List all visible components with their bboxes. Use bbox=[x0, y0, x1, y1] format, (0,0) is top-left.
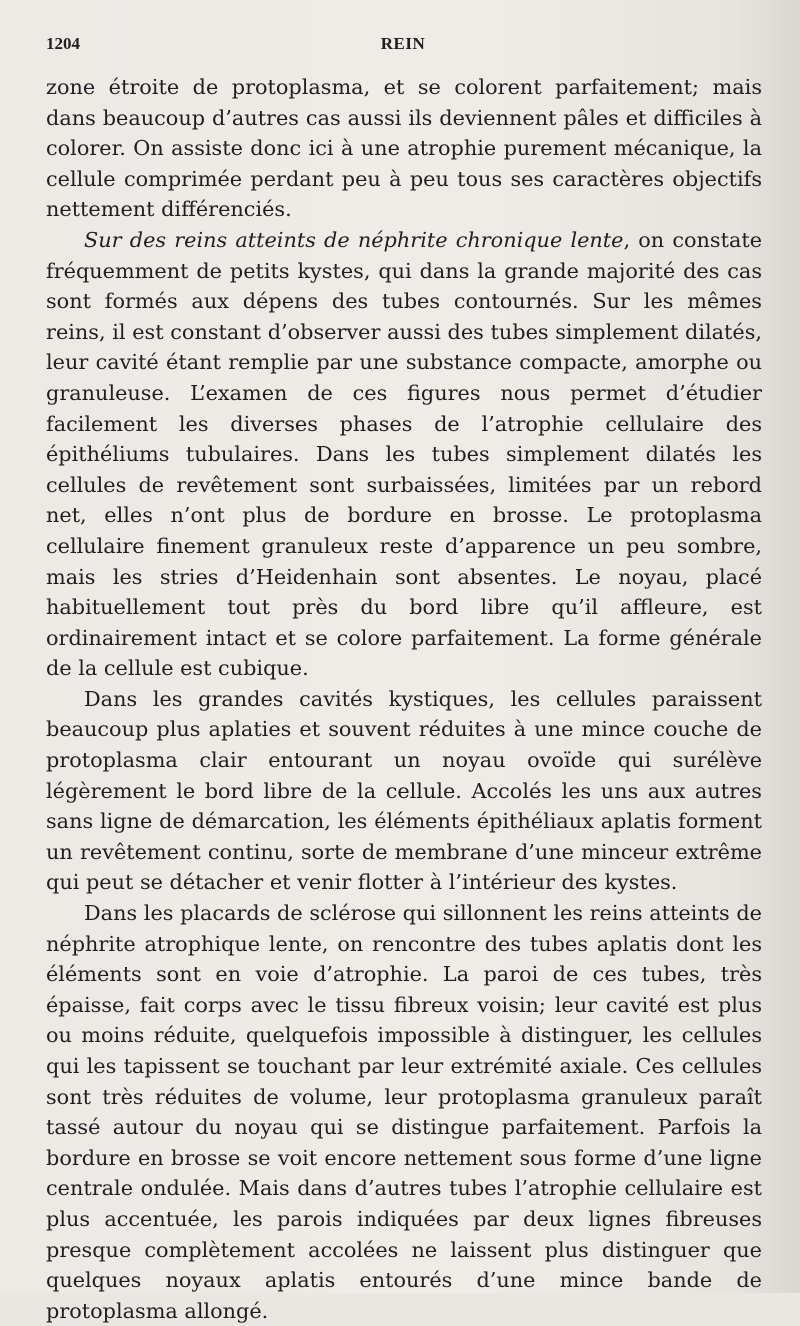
paragraph-text: Dans les grandes cavités kystiques, les cellules paraissent beaucoup plus aplaties et souvent réduites à une mince couche de protoplasma clair entourant un noyau ovoïde qui surélève légèrement le bord libre de la cellule. Accolés les uns aux autres sans ligne de démarcation, les éléments épithéliaux aplatis forment un revêtement continu, sorte de membrane d’une minceur extrême qui peut se détacher et venir flotter à l’intérieur des kystes. bbox=[46, 686, 762, 895]
paragraph-text: Dans les placards de sclérose qui sillonnent les reins atteints de néphrite atrophique lente, on rencontre des tubes aplatis dont les éléments sont en voie d’atrophie. La paroi de ces tubes, très épaisse, fait corps avec le tissu fibreux voisin; leur cavité est plus ou moins réduite, quelquefois impossible à distinguer, les cellules qui les tapissent se touchant par leur extrémité axiale. Ces cellules sont très réduites de volume, leur protoplasma granuleux paraît tassé autour du noyau qui se distingue parfaitement. Parfois la bordure en brosse se voit encore nettement sous forme d’une ligne centrale ondulée. Mais dans d’autres tubes l’atrophie cellulaire est plus accentuée, les parois indiquées par deux lignes fibreuses presque complètement accolées ne laissent plus distinguer que quelques noyaux aplatis entourés d’une mince bande de protoplasma allongé. bbox=[46, 901, 762, 1323]
running-head bbox=[46, 34, 760, 58]
paragraph-4 bbox=[46, 898, 762, 1326]
paragraph-3 bbox=[46, 684, 762, 898]
running-title: REIN bbox=[380, 34, 426, 53]
paragraph-1 bbox=[46, 72, 762, 225]
body-text bbox=[46, 72, 762, 1326]
paragraph-2 bbox=[46, 225, 762, 684]
paragraph-text: zone étroite de protoplasma, et se colorent parfaitement; mais dans beaucoup d’autres cas aussi ils deviennent pâles et difficiles à colorer. On assiste donc ici à une atrophie purement mécanique, la cellule comprimée perdant peu à peu tous ses caractères objectifs nettement différenciés. bbox=[46, 75, 762, 222]
paragraph-text: , on constate fréquemment de petits kystes, qui dans la grande majorité des cas sont formés aux dépens des tubes contournés. Sur les mêmes reins, il est constant d’observer aussi des tubes simplement dilatés, leur cavité étant remplie par une substance compacte, amorphe ou granuleuse. L’examen de ces figures nous permet d’étudier facilement les diverses phases de l’atrophie cellulaire des épithéliums tubulaires. Dans les tubes simplement dilatés les cellules de revêtement sont surbaissées, limitées par un rebord net, elles n’ont plus de bordure en brosse. Le protoplasma cellulaire finement granuleux reste d’apparence un peu sombre, mais les stries d’Heidenhain sont absentes. Le noyau, placé habituellement tout près du bord libre qu’il affleure, est ordinairement intact et se colore parfaitement. La forme générale de la cellule est cubique. bbox=[46, 227, 763, 681]
page-number: 1204 bbox=[46, 34, 80, 53]
italic-phrase: Sur des reins atteints de néphrite chronique lente bbox=[84, 227, 624, 252]
